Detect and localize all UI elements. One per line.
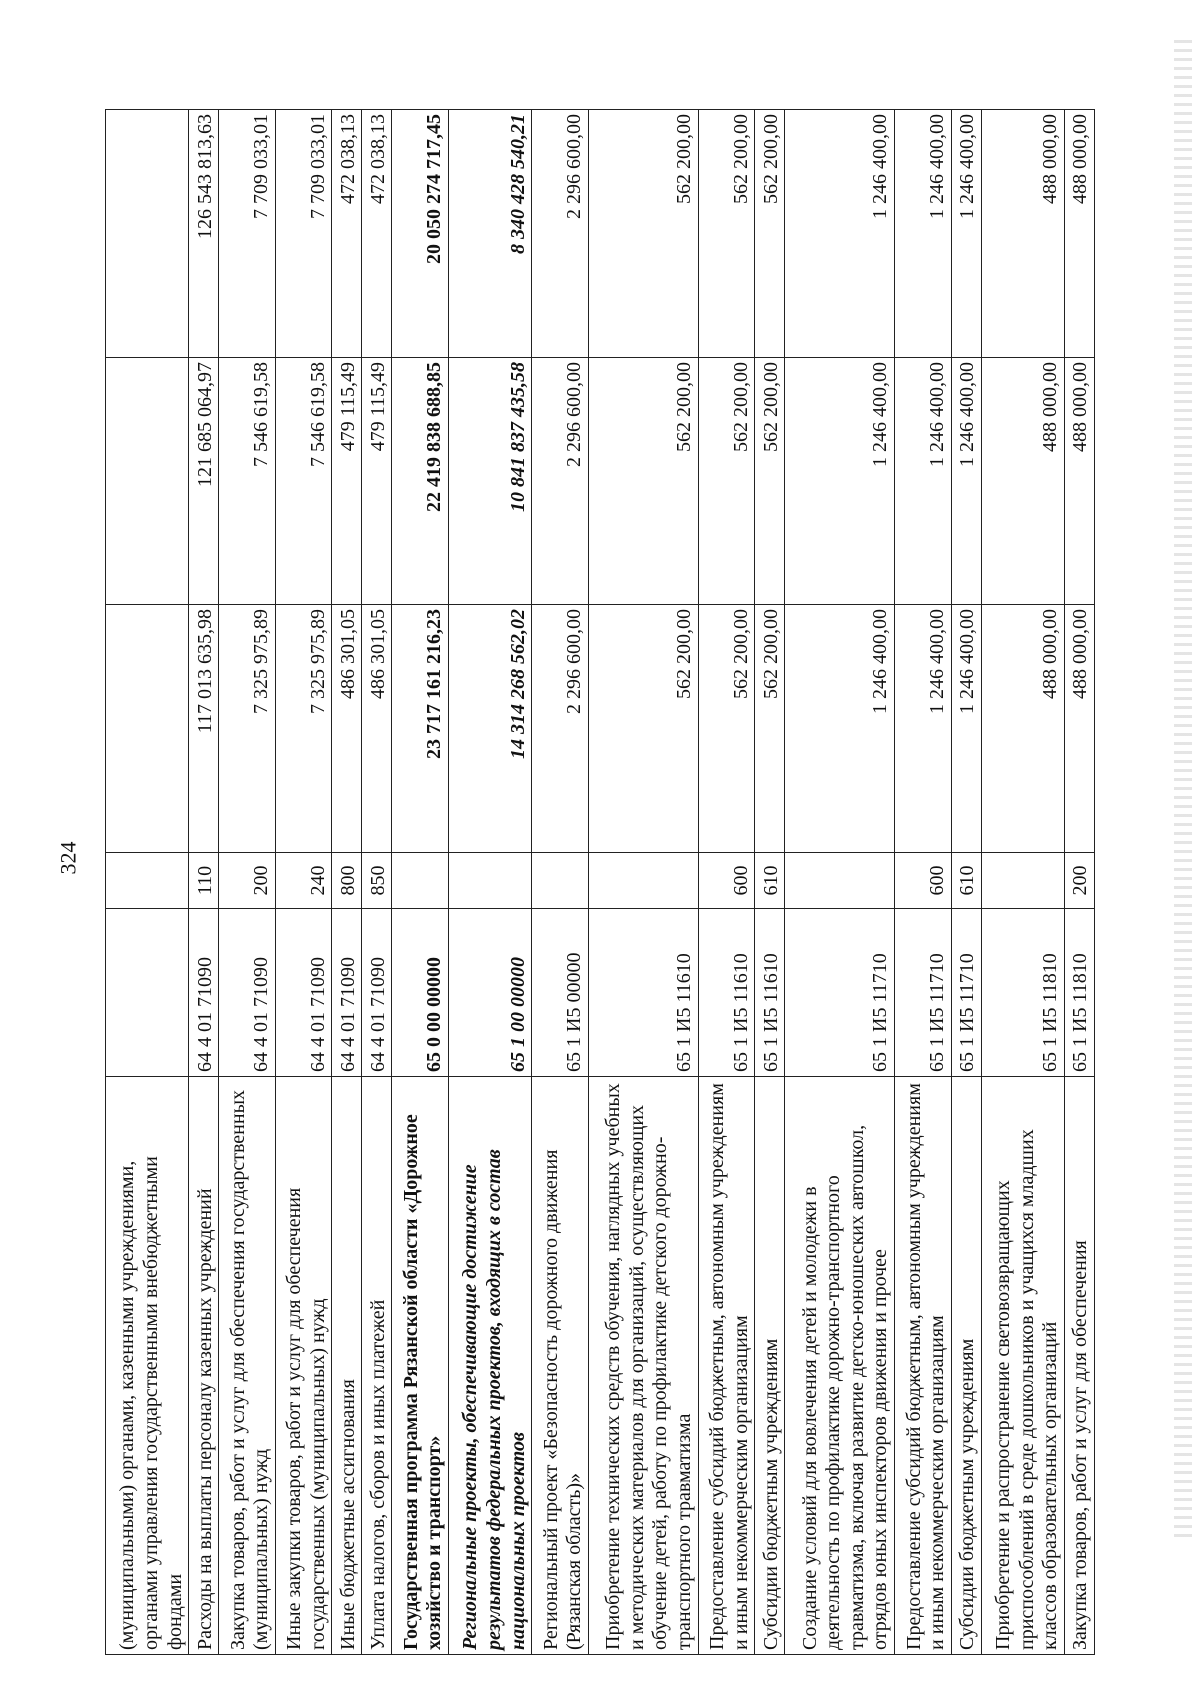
row-amount-year1: 1 246 400,00 [895,605,952,853]
row-amount-year3: 2 296 600,00 [532,110,589,358]
row-amount-year3: 1 246 400,00 [895,110,952,358]
table-row [275,110,332,1655]
row-expense-type [588,853,698,909]
row-expense-type [106,853,189,909]
row-expense-type [449,853,532,909]
row-description: Иные закупки товаров, работ и услуг для обеспечения государственных (муниципальных) нужд [275,1077,332,1655]
row-amount-year1: 23 717 161 216,23 [392,605,449,853]
table-row [532,110,589,1655]
row-expense-type: 240 [275,853,332,909]
row-code [106,909,189,1077]
row-code: 65 1 И5 11610 [698,909,755,1077]
budget-table [105,109,1095,1655]
row-code: 65 1 И5 11610 [755,909,785,1077]
row-description: Приобретение технических средств обучения, наглядных учебных и методических материалов для организаций, осуществляющих обучение детей, работу по профилактике детского дорожно-транспортного травматизма [588,1077,698,1655]
row-amount-year1: 488 000,00 [981,605,1064,853]
row-amount-year2: 2 296 600,00 [532,358,589,605]
row-amount-year1: 562 200,00 [698,605,755,853]
row-amount-year3: 472 038,13 [332,110,362,358]
row-amount-year1: 117 013 635,98 [189,605,219,853]
table-row [1064,110,1094,1655]
row-amount-year3: 7 709 033,01 [275,110,332,358]
table-row [392,110,449,1655]
row-amount-year2: 488 000,00 [1064,358,1094,605]
row-description: Создание условий для вовлечения детей и молодежи в деятельность по профилактике дорожно-транспортного травматизма, включая развитие детско-юношеских автошкол, отрядов юных инспекторов движения и прочее [785,1077,895,1655]
row-amount-year1: 7 325 975,89 [219,605,276,853]
row-amount-year1: 2 296 600,00 [532,605,589,853]
row-expense-type [392,853,449,909]
row-code: 65 1 И5 11710 [951,909,981,1077]
row-code: 65 1 И5 11710 [785,909,895,1077]
row-amount-year1: 486 301,05 [362,605,392,853]
row-amount-year2: 479 115,49 [362,358,392,605]
row-description: Предоставление субсидий бюджетным, автономным учреждениям и иным некоммерческим организациям [895,1077,952,1655]
row-amount-year1: 562 200,00 [755,605,785,853]
row-description: Субсидии бюджетным учреждениям [951,1077,981,1655]
row-amount-year3: 562 200,00 [698,110,755,358]
row-expense-type: 200 [219,853,276,909]
row-code: 65 1 И5 11610 [588,909,698,1077]
table-row [755,110,785,1655]
row-amount-year1: 7 325 975,89 [275,605,332,853]
row-expense-type [785,853,895,909]
table-row [449,110,532,1655]
row-description: Приобретение и распространение световозвращающих приспособлений в среде дошкольников и учащихся младших классов образовательных организаций [981,1077,1064,1655]
table-row [981,110,1064,1655]
row-description: Субсидии бюджетным учреждениям [755,1077,785,1655]
row-amount-year2: 7 546 619,58 [275,358,332,605]
row-code: 64 4 01 71090 [189,909,219,1077]
row-amount-year3: 472 038,13 [362,110,392,358]
table-row [785,110,895,1655]
table-row [106,110,189,1655]
row-amount-year3: 562 200,00 [755,110,785,358]
table-row [951,110,981,1655]
row-expense-type: 600 [698,853,755,909]
row-amount-year2: 562 200,00 [588,358,698,605]
table-row [332,110,362,1655]
row-amount-year2: 1 246 400,00 [785,358,895,605]
row-expense-type: 600 [895,853,952,909]
row-expense-type: 610 [951,853,981,909]
row-amount-year2: 22 419 838 688,85 [392,358,449,605]
scan-edge-artifact [1174,40,1192,1540]
rotated-table-wrapper [105,110,1095,1655]
row-amount-year3: 7 709 033,01 [219,110,276,358]
row-amount-year3: 1 246 400,00 [951,110,981,358]
row-description: Закупка товаров, работ и услуг для обеспечения [1064,1077,1094,1655]
row-expense-type: 200 [1064,853,1094,909]
row-description: Закупка товаров, работ и услуг для обеспечения государственных (муниципальных) нужд [219,1077,276,1655]
row-expense-type: 610 [755,853,785,909]
row-amount-year3: 126 543 813,63 [189,110,219,358]
row-amount-year3: 8 340 428 540,21 [449,110,532,358]
row-expense-type: 850 [362,853,392,909]
row-code: 64 4 01 71090 [332,909,362,1077]
row-description: Расходы на выплаты персоналу казенных учреждений [189,1077,219,1655]
row-amount-year2 [106,358,189,605]
row-code: 64 4 01 71090 [362,909,392,1077]
row-amount-year1: 1 246 400,00 [785,605,895,853]
table-row [588,110,698,1655]
row-amount-year2: 121 685 064,97 [189,358,219,605]
row-description: Уплата налогов, сборов и иных платежей [362,1077,392,1655]
row-expense-type: 110 [189,853,219,909]
table-row [698,110,755,1655]
table-row [219,110,276,1655]
row-description: Региональные проекты, обеспечивающие достижение результатов федеральных проектов, входящих в состав национальных проектов [449,1077,532,1655]
row-description: (муниципальными) органами, казенными учреждениями, органами управления государственными внебюджетными фондами [106,1077,189,1655]
row-code: 65 1 00 00000 [449,909,532,1077]
row-amount-year2: 1 246 400,00 [951,358,981,605]
table-row [895,110,952,1655]
row-amount-year1: 1 246 400,00 [951,605,981,853]
row-amount-year2: 1 246 400,00 [895,358,952,605]
page-number: 324 [55,841,81,875]
row-amount-year3: 1 246 400,00 [785,110,895,358]
row-amount-year3 [106,110,189,358]
row-code: 64 4 01 71090 [219,909,276,1077]
row-amount-year2: 7 546 619,58 [219,358,276,605]
row-expense-type [981,853,1064,909]
row-amount-year2: 479 115,49 [332,358,362,605]
row-amount-year3: 488 000,00 [1064,110,1094,358]
row-amount-year3: 488 000,00 [981,110,1064,358]
row-description: Государственная программа Рязанской области «Дорожное хозяйство и транспорт» [392,1077,449,1655]
row-description: Иные бюджетные ассигнования [332,1077,362,1655]
row-code: 65 1 И5 11810 [1064,909,1094,1077]
row-amount-year1: 488 000,00 [1064,605,1094,853]
row-amount-year1: 14 314 268 562,02 [449,605,532,853]
row-amount-year3: 562 200,00 [588,110,698,358]
row-amount-year1 [106,605,189,853]
table-row [189,110,219,1655]
row-expense-type [532,853,589,909]
row-code: 65 1 И5 11810 [981,909,1064,1077]
row-description: Региональный проект «Безопасность дорожного движения (Рязанская область)» [532,1077,589,1655]
row-amount-year3: 20 050 274 717,45 [392,110,449,358]
table-row [362,110,392,1655]
row-amount-year2: 562 200,00 [755,358,785,605]
row-amount-year2: 488 000,00 [981,358,1064,605]
row-amount-year1: 562 200,00 [588,605,698,853]
row-code: 65 1 И5 11710 [895,909,952,1077]
row-code: 64 4 01 71090 [275,909,332,1077]
row-expense-type: 800 [332,853,362,909]
row-description: Предоставление субсидий бюджетным, автономным учреждениям и иным некоммерческим организациям [698,1077,755,1655]
row-amount-year1: 486 301,05 [332,605,362,853]
row-amount-year2: 10 841 837 435,58 [449,358,532,605]
row-code: 65 0 00 00000 [392,909,449,1077]
row-code: 65 1 И5 00000 [532,909,589,1077]
row-amount-year2: 562 200,00 [698,358,755,605]
